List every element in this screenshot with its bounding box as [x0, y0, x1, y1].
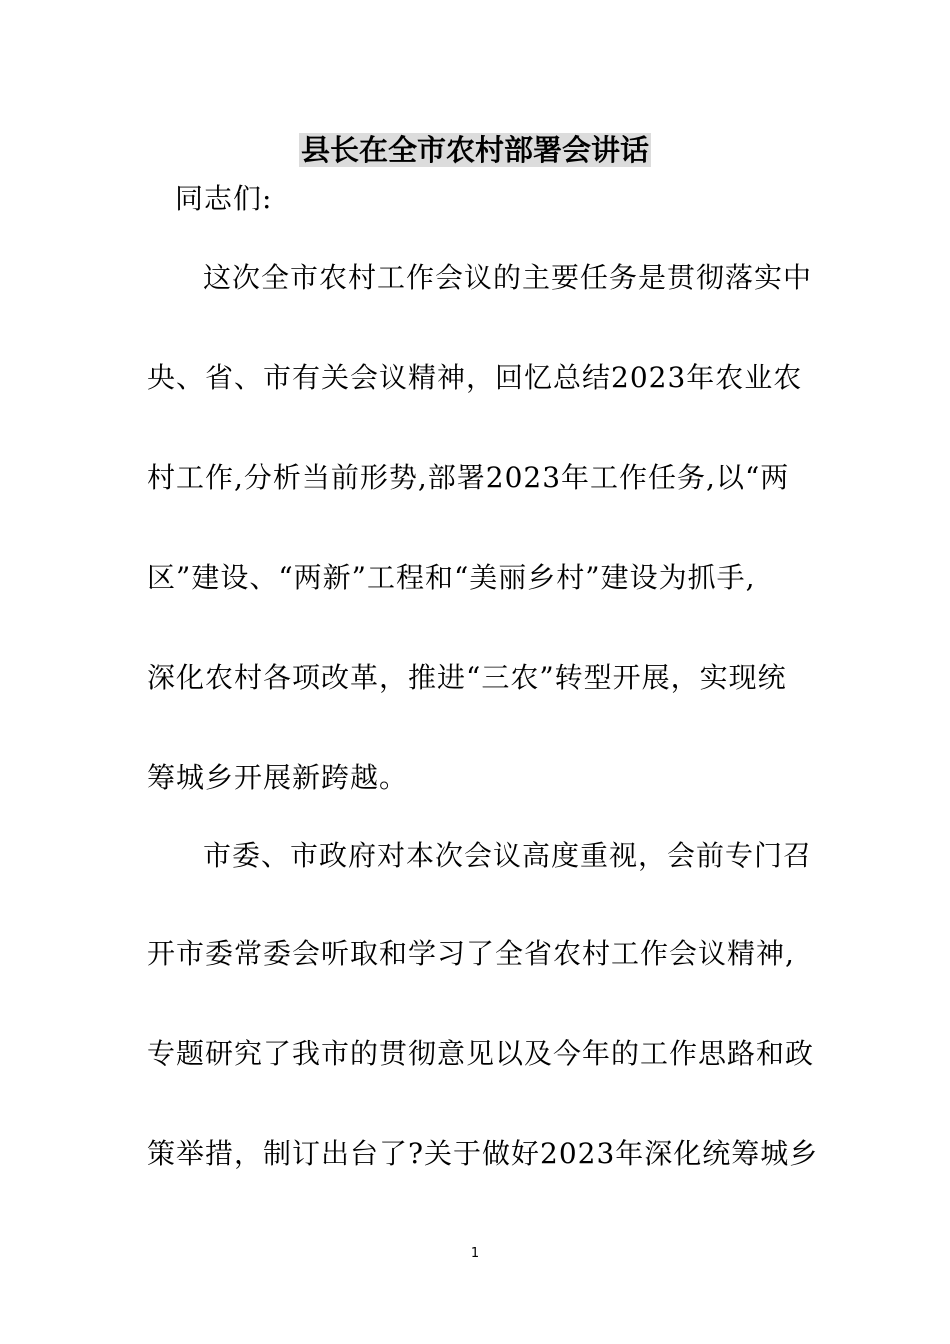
paragraph-line: 村工作,分析当前形势,部署2023年工作任务,以“两 — [147, 461, 790, 494]
paragraph-line: 深化农村各项改革，推进“三农”转型开展，实现统 — [147, 661, 787, 694]
document-title-text: 县长在全市农村部署会讲话 — [300, 133, 649, 167]
paragraph-line: 策举措，制订出台了?关于做好2023年深化统筹城乡 — [147, 1137, 819, 1170]
salutation: 同志们: — [175, 182, 273, 215]
paragraph-line: 区”建设、“两新”工程和“美丽乡村”建设为抓手, — [147, 561, 756, 594]
paragraph-line: 市委、市政府对本次会议高度重视，会前专门召 — [203, 839, 813, 872]
paragraph-line: 筹城乡开展新跨越。 — [147, 761, 409, 794]
paragraph-line: 央、省、市有关会议精神，回忆总结2023年农业农 — [147, 361, 803, 394]
paragraph-line: 这次全市农村工作会议的主要任务是贯彻落实中 — [203, 261, 813, 294]
document-title — [0, 130, 950, 170]
page-number: 1 — [470, 1246, 480, 1261]
paragraph-line: 开市委常委会听取和学习了全省农村工作会议精神, — [147, 937, 795, 970]
paragraph-line: 专题研究了我市的贯彻意见以及今年的工作思路和政 — [147, 1037, 815, 1070]
